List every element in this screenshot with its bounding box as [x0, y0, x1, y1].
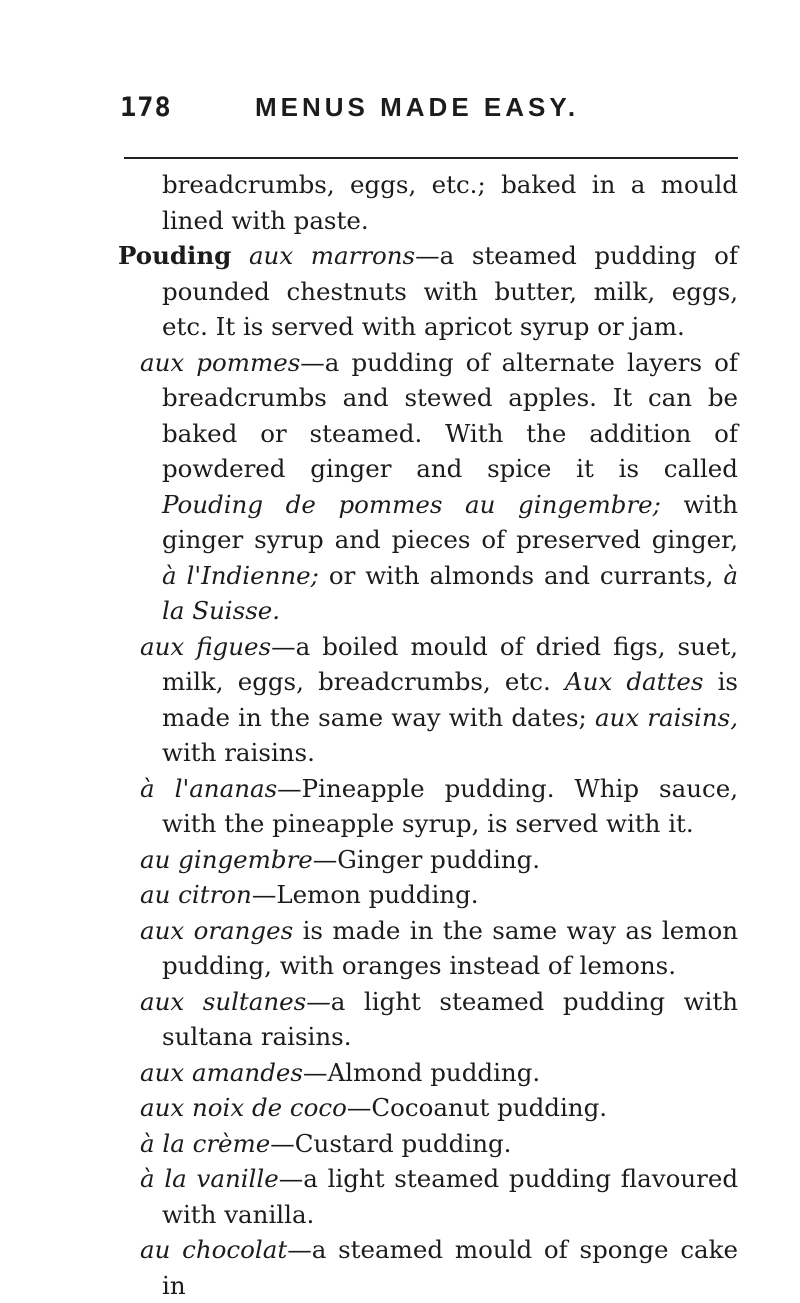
entry-ananas: [0, 771, 738, 842]
entry-term: aux marrons: [248, 241, 416, 270]
entry-italic: Aux dattes: [564, 667, 704, 696]
entry-text: —a steamed mould of sponge cake in: [162, 1235, 738, 1300]
entry-text: breadcrumbs, eggs, etc.; baked in a mould lined with paste.: [162, 170, 738, 235]
entry-text: is made in the same way with dates;: [162, 667, 738, 732]
page-header: [0, 92, 800, 132]
entry-text: with raisins.: [162, 738, 315, 767]
entry-text: —a boiled mould of dried figs, suet, milk, eggs, breadcrumbs, etc.: [162, 631, 738, 696]
entry-coco: [0, 1090, 738, 1126]
entry-term: à l'ananas: [140, 773, 278, 803]
entry-marrons: [0, 238, 738, 345]
entry-sultanes: [0, 984, 738, 1055]
entry-italic: Pouding de pommes au gingembre;: [162, 489, 661, 519]
entry-continuation: [0, 167, 738, 238]
entry-text: —Ginger pudding.: [312, 844, 541, 874]
entry-text: —Almond pudding.: [302, 1057, 541, 1087]
entry-text: —a light steamed pudding flavoured with vanilla.: [162, 1164, 738, 1229]
entry-text: —Pineapple pudding. Whip sauce, with the pineapple syrup, is served with it.: [162, 773, 738, 838]
entry-italic: à l'Indienne;: [162, 560, 319, 590]
entry-gingembre: [0, 842, 738, 878]
entry-term: à la vanille: [140, 1164, 279, 1193]
entry-term: au chocolat: [140, 1235, 288, 1264]
page-body: [0, 167, 800, 1303]
entry-text: is made in the same way as lemon pudding, with oranges instead of lemons.: [162, 915, 738, 980]
entry-text: —Cocoanut pudding.: [346, 1093, 608, 1122]
entry-term: aux sultanes: [140, 986, 307, 1016]
entry-term: au gingembre: [140, 844, 313, 874]
entry-text: —a pudding of alternate layers of breadcrumbs and stewed apples. It can be baked or steamed. With the addition of powdered ginger and spice it is called: [162, 347, 738, 483]
entry-amandes: [0, 1055, 738, 1091]
entry-italic: à la Suisse.: [162, 560, 738, 625]
header-rule: [124, 157, 738, 159]
entry-chocolat: [0, 1232, 738, 1303]
entry-term: aux pommes: [140, 347, 301, 377]
entry-term: à la crème: [140, 1128, 271, 1158]
entry-lead: Pouding: [118, 241, 232, 270]
entry-term: aux noix de coco: [140, 1093, 347, 1122]
entry-term: aux figues: [140, 631, 272, 661]
entry-text: —a steamed pudding of pounded chestnuts with butter, milk, eggs, etc. It is served with apricot syrup or jam.: [162, 241, 738, 341]
entry-text: —Lemon pudding.: [251, 880, 479, 909]
entry-text: —Custard pudding.: [270, 1128, 512, 1158]
entry-oranges: [0, 913, 738, 984]
entry-text: or with almonds and currants,: [318, 560, 724, 590]
running-head: MENUS MADE EASY.: [255, 92, 580, 122]
entry-text: —a light steamed pudding with sultana raisins.: [162, 986, 739, 1051]
entry-creme: [0, 1126, 738, 1162]
entry-text: with ginger syrup and pieces of preserved ginger,: [162, 489, 738, 554]
entry-term: aux amandes: [140, 1057, 303, 1087]
entry-term: au citron: [140, 880, 252, 909]
entry-figues: [0, 629, 738, 771]
entry-citron: [0, 877, 738, 913]
page-number: 178: [120, 92, 172, 123]
entry-italic: aux raisins,: [594, 702, 738, 732]
entry-vanille: [0, 1161, 738, 1232]
entry-term: aux oranges: [140, 915, 294, 945]
entry-pommes: [0, 345, 738, 629]
